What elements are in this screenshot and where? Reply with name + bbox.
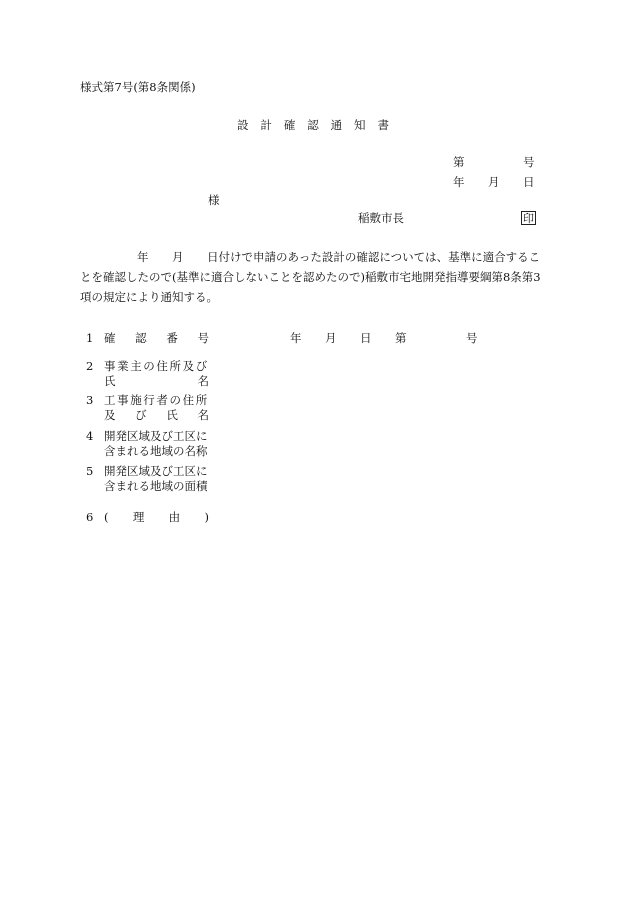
form-label: 様式第7号(第8条関係) [80,80,196,94]
item1-label [104,333,209,345]
seal-mark: 印 [523,212,534,225]
item2-label-char: 氏 [104,374,116,388]
body-line1-year: 年 [137,250,149,264]
item2-label-line1: 事業主の住所及び [104,359,209,373]
item1-label-char: 号 [197,331,209,345]
item1-value-dai: 第 [395,331,407,345]
item1-value-month: 月 [325,331,337,345]
date-month: 月 [488,175,500,189]
title-char: 設 [237,118,249,132]
item6-label-char: 由 [168,510,181,524]
item6-number: 6 [86,510,94,524]
body-line2: とを確認したので(基準に適合しないことを認めたので)稲敷市宅地開発指導要綱第8条第3 [80,270,541,284]
doc-number-go: 号 [523,155,535,169]
item5-label-line1: 開発区域及び工区に [104,464,208,478]
item3-label-char: 名 [197,408,209,422]
item2-number: 2 [86,359,94,373]
item4-number: 4 [86,429,94,443]
title-char: 計 [260,118,272,132]
document-title [237,120,389,132]
title-char: 知 [354,118,366,132]
item4-label-line1: 開発区域及び工区に [104,429,208,443]
issuer-name: 稲敷市長 [358,211,404,225]
title-char: 通 [330,118,343,132]
item6-label-char: ( [104,510,109,524]
item6-label-char: ) [204,510,209,524]
date-year: 年 [453,175,465,189]
body-line3: 項の規定により通知する。 [80,290,218,304]
body-line1-text: 日付けで申請のあった設計の確認については、基準に適合するこ [207,250,541,264]
item3-label-char: 及 [104,408,116,422]
date-day: 日 [523,175,535,189]
doc-number-dai: 第 [453,155,465,169]
title-char: 書 [377,118,389,132]
item1-label-char: 確 [104,331,116,345]
item3-label-line1: 工事施行者の住所 [104,393,209,407]
item1-value-day: 日 [360,331,372,345]
item5-number: 5 [86,464,94,478]
item2-label-line2 [104,376,209,388]
title-char: 確 [283,118,296,132]
body-line1-month: 月 [172,250,184,264]
item3-label-char: 氏 [166,408,178,422]
item1-label-char: 番 [166,331,178,345]
item5-label-line2: 含まれる地域の面積 [104,479,208,493]
item2-label-char: 名 [197,374,209,388]
item1-value-year: 年 [290,331,302,345]
item3-number: 3 [86,393,94,407]
item1-number: 1 [86,331,94,345]
item3-label-line2 [104,410,209,422]
addressee-sama: 様 [208,193,220,207]
title-char: 認 [307,118,319,132]
item6-label-char: 理 [132,510,145,524]
item1-label-char: 認 [135,331,147,345]
item4-label-line2: 含まれる地域の名称 [104,444,208,458]
item1-value-go: 号 [466,331,478,345]
item3-label-char: び [135,408,147,422]
item6-label [104,512,209,524]
